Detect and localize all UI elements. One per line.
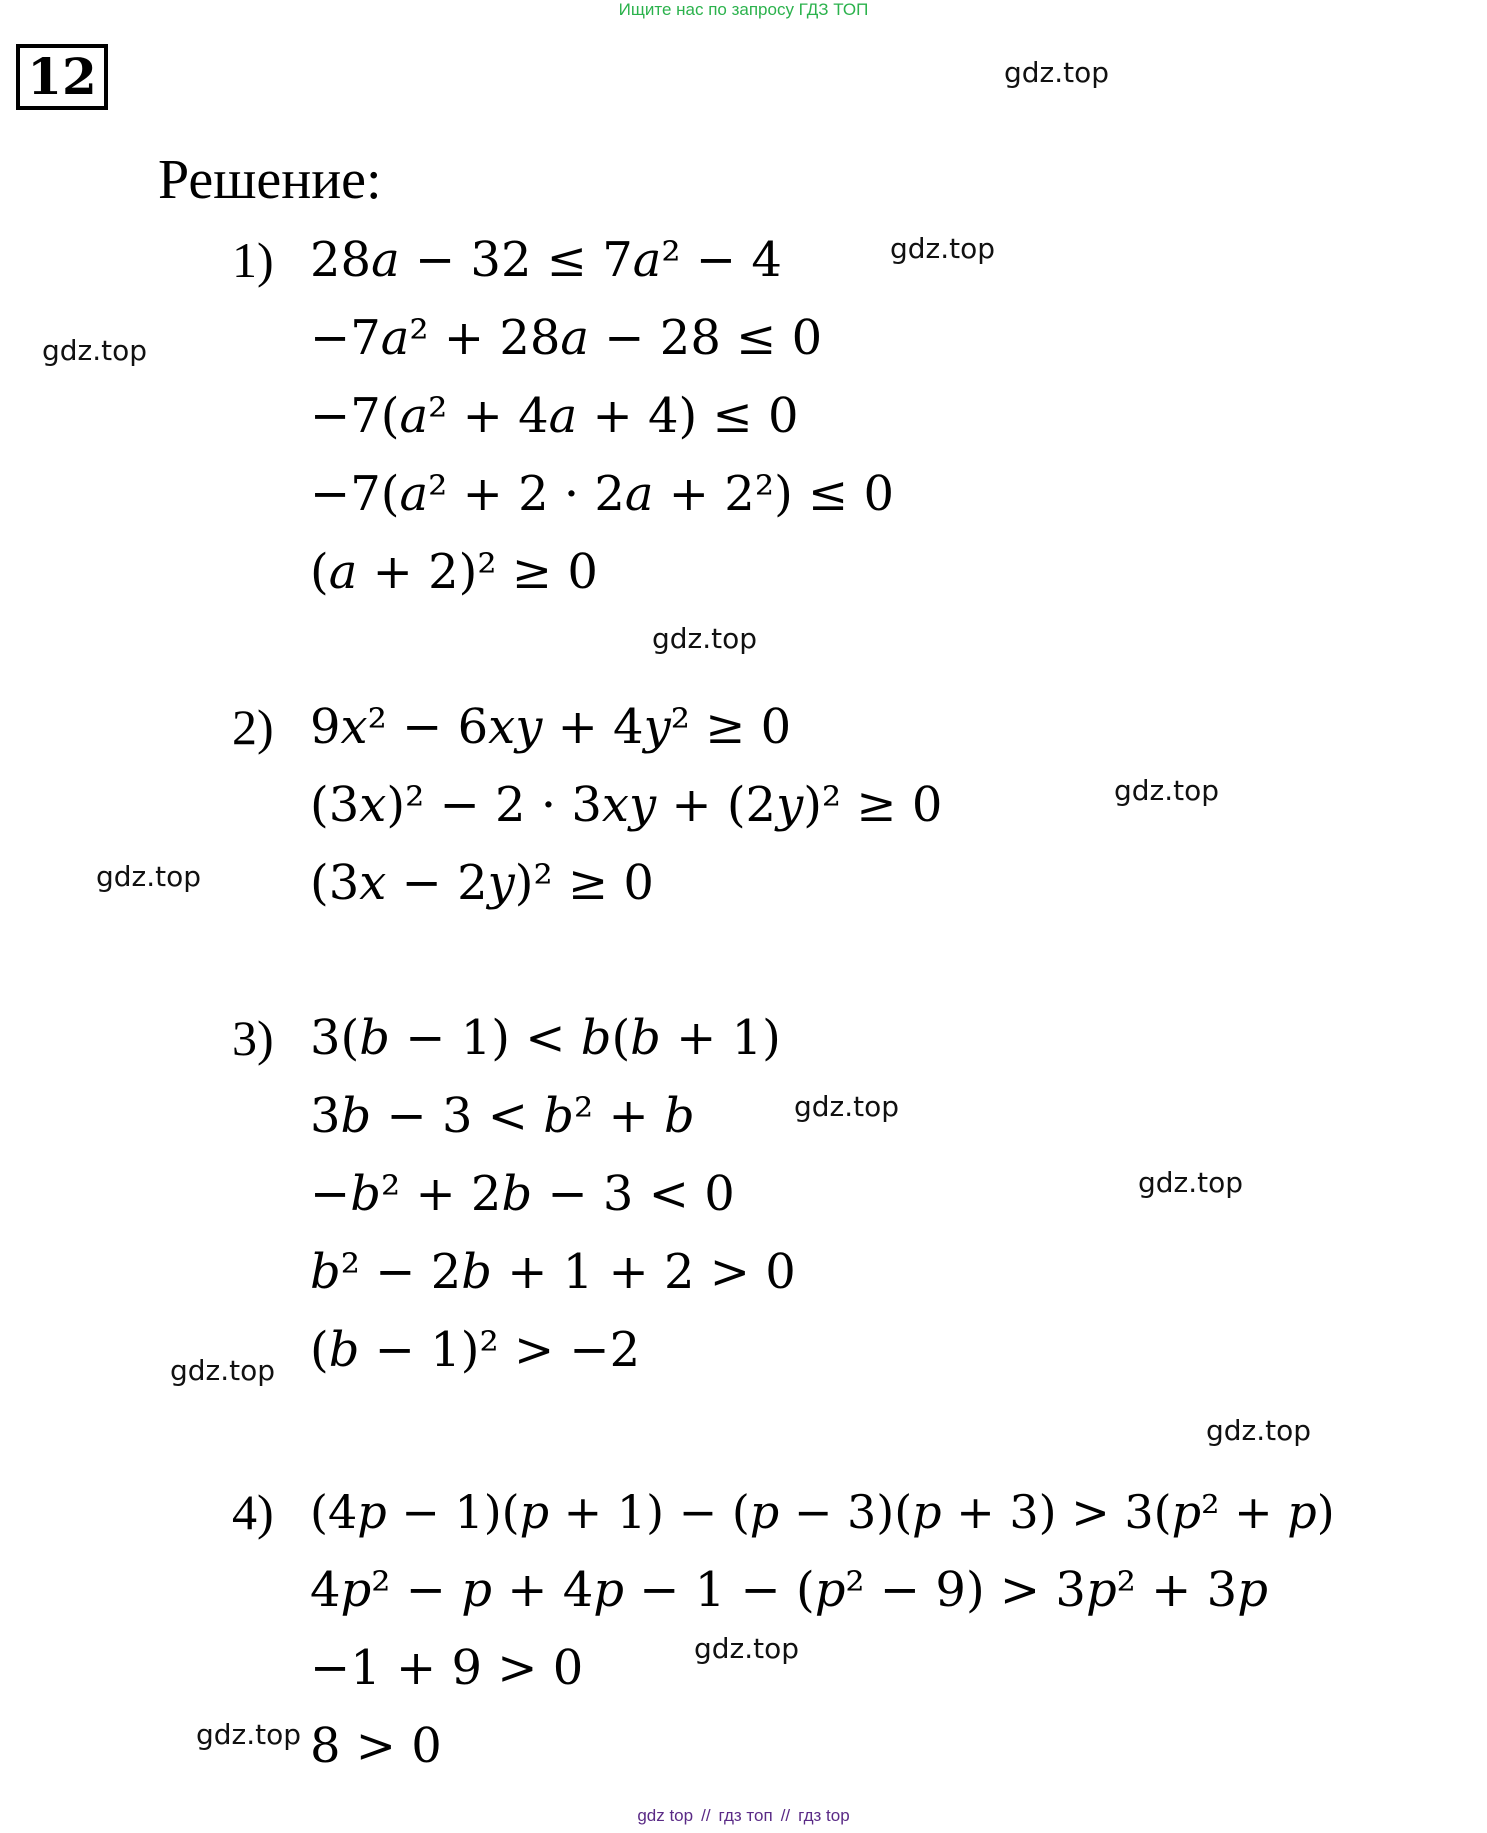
footer-separator: // [780,1806,791,1825]
solution-heading: Решение: [158,149,382,211]
part-1-line-4: −7(𝑎² + 2 · 2𝑎 + 2²) ≤ 0 [310,466,895,522]
part-4-line-4: 8 > 0 [310,1718,442,1774]
footer-link[interactable]: гдз top [798,1806,850,1825]
watermark: gdz.top [96,860,202,893]
part-1-line-2: −7𝑎² + 28𝑎 − 28 ≤ 0 [310,310,823,366]
watermark: gdz.top [1114,774,1220,807]
footer-links [0,1806,1487,1826]
watermark: gdz.top [42,334,148,367]
part-4-label: 4) [232,1484,274,1540]
part-1-line-1: 28𝑎 − 32 ≤ 7𝑎² − 4 [310,232,782,288]
part-2-line-3: (3𝑥 − 2𝑦)² ≥ 0 [310,855,654,911]
watermark: gdz.top [170,1354,276,1387]
watermark: gdz.top [694,1632,800,1665]
watermark: gdz.top [1138,1166,1244,1199]
watermark: gdz.top [890,232,996,265]
watermark: gdz.top [652,622,758,655]
part-3-line-5: (𝑏 − 1)² > −2 [310,1322,641,1378]
footer-link[interactable]: гдз топ [718,1806,773,1825]
top-search-note: Ищите нас по запросу ГДЗ ТОП [618,0,869,19]
watermark: gdz.top [196,1718,302,1751]
part-4-line-2: 4𝑝² − 𝑝 + 4𝑝 − 1 − (𝑝² − 9) > 3𝑝² + 3𝑝 [310,1562,1268,1618]
part-3-line-1: 3(𝑏 − 1) < 𝑏(𝑏 + 1) [310,1010,781,1066]
watermark: gdz.top [1004,56,1110,89]
part-2-label: 2) [232,699,274,755]
part-2-line-2: (3𝑥)² − 2 · 3𝑥𝑦 + (2𝑦)² ≥ 0 [310,777,943,833]
part-3-label: 3) [232,1010,274,1066]
footer-separator: // [701,1806,711,1825]
part-4-line-1: (4𝑝 − 1)(𝑝 + 1) − (𝑝 − 3)(𝑝 + 3) > 3(𝑝² + 𝑝) [310,1485,1335,1539]
watermark: gdz.top [1206,1414,1312,1447]
watermark: gdz.top [794,1090,900,1123]
task-number-box: 12 [16,44,108,110]
footer-link[interactable]: gdz top [637,1806,694,1825]
part-3-line-4: 𝑏² − 2𝑏 + 1 + 2 > 0 [310,1244,796,1300]
part-1-line-3: −7(𝑎² + 4𝑎 + 4) ≤ 0 [310,388,799,444]
part-3-line-2: 3𝑏 − 3 < 𝑏² + 𝑏 [310,1088,695,1144]
part-1-label: 1) [232,232,274,288]
part-4-line-3: −1 + 9 > 0 [310,1640,584,1696]
part-1-line-5: (𝑎 + 2)² ≥ 0 [310,544,598,600]
part-3-line-3: −𝑏² + 2𝑏 − 3 < 0 [310,1166,735,1222]
part-2-line-1: 9𝑥² − 6𝑥𝑦 + 4𝑦² ≥ 0 [310,699,792,755]
